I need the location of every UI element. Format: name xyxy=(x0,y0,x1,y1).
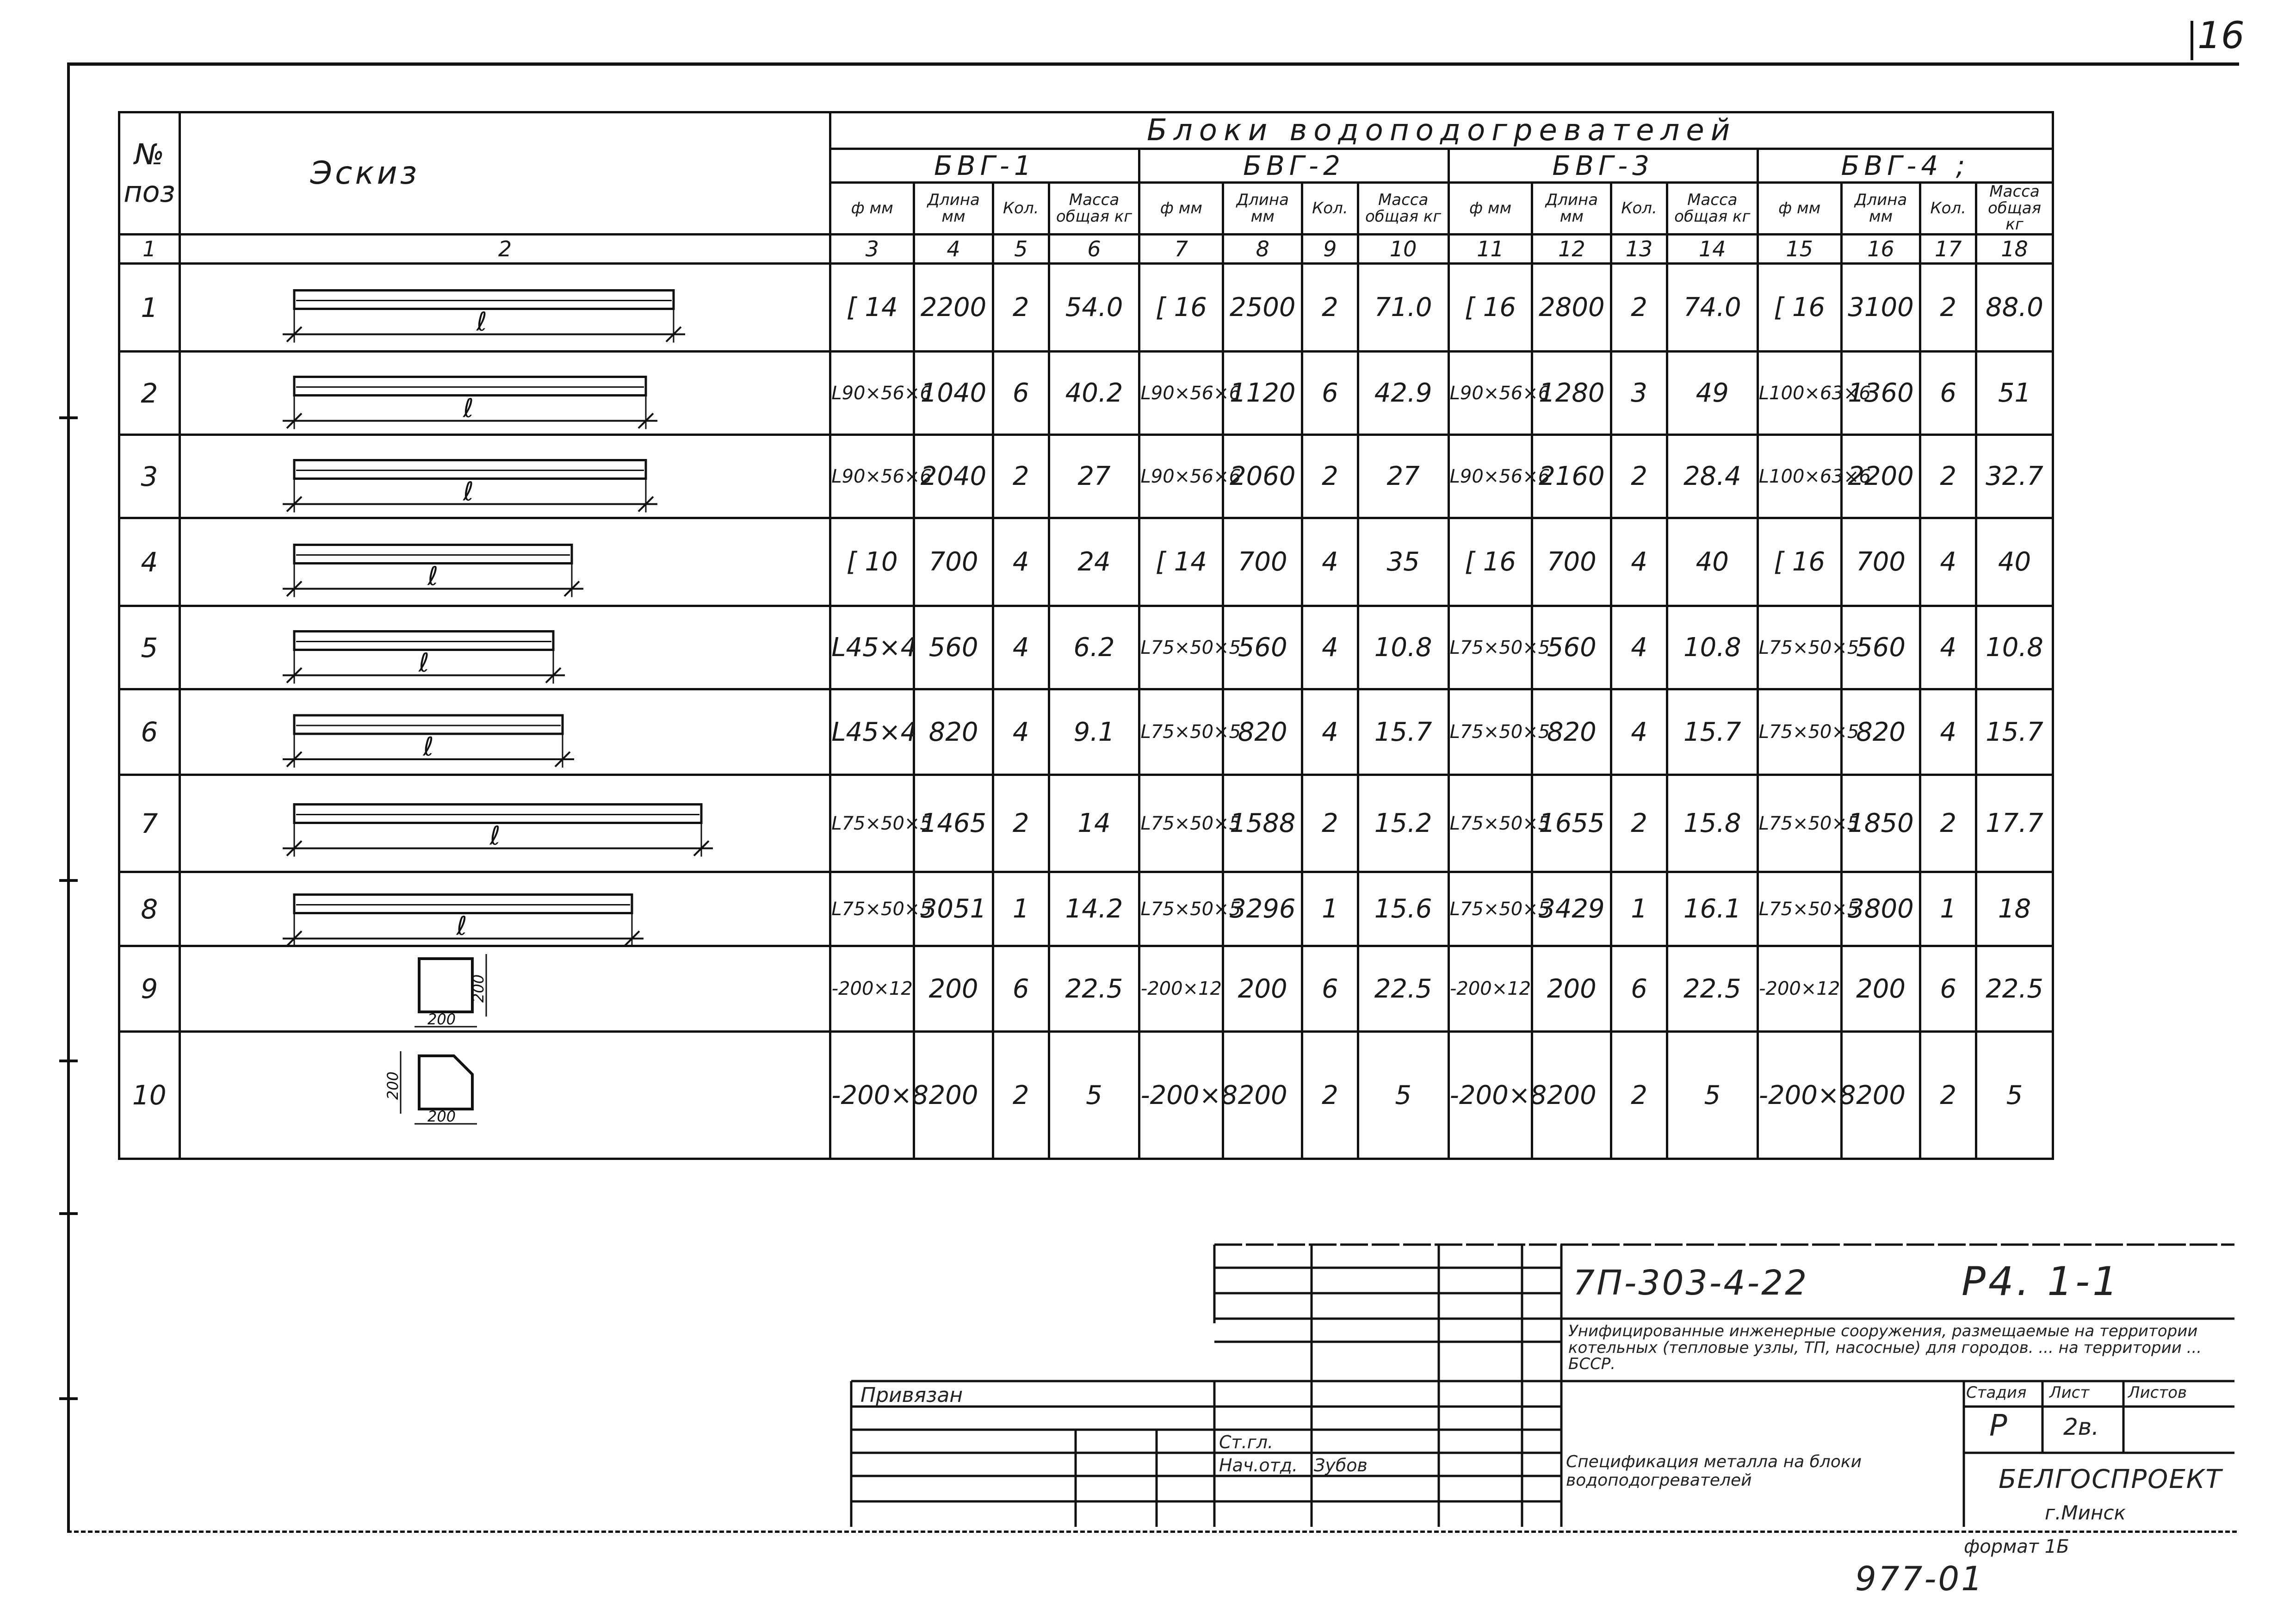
data-cell: 15.2 xyxy=(1358,775,1448,872)
sub-header-cell: Масса общая кг xyxy=(1049,183,1139,235)
data-cell: 24 xyxy=(1049,518,1139,606)
data-cell: 40.2 xyxy=(1049,352,1139,435)
column-number-cell: 6 xyxy=(1049,235,1139,264)
data-cell: L75×50×5 xyxy=(1139,606,1223,689)
column-number-cell: 17 xyxy=(1920,235,1976,264)
data-cell: -200×12 xyxy=(830,946,914,1032)
data-cell: 27 xyxy=(1358,435,1448,518)
data-cell: L75×50×5 xyxy=(1139,775,1223,872)
data-cell: 700 xyxy=(1841,518,1920,606)
data-cell: 6 xyxy=(1302,946,1358,1032)
sheet-header: Лист xyxy=(2049,1383,2090,1402)
data-cell: L75×50×5 xyxy=(1448,775,1532,872)
data-cell: 1 xyxy=(993,872,1049,946)
data-cell: L75×50×5 xyxy=(1139,689,1223,775)
data-cell: 6 xyxy=(1302,352,1358,435)
data-cell: L75×50×5 xyxy=(1448,689,1532,775)
data-cell: L45×4 xyxy=(830,689,914,775)
data-cell: 1 xyxy=(1920,872,1976,946)
data-cell: 40 xyxy=(1976,518,2053,606)
data-cell: L90×56×6 xyxy=(1139,352,1223,435)
data-cell: L75×50×5 xyxy=(1448,606,1532,689)
data-cell: [ 14 xyxy=(830,264,914,352)
sub-header-cell: ф мм xyxy=(830,183,914,235)
column-number-cell: 10 xyxy=(1358,235,1448,264)
data-cell: [ 16 xyxy=(1758,518,1841,606)
length-label: ℓ xyxy=(463,393,474,424)
data-cell: 1040 xyxy=(914,352,993,435)
data-cell: 3100 xyxy=(1841,264,1920,352)
block-header-3: БВГ-3 xyxy=(1448,149,1758,183)
data-cell: 3800 xyxy=(1841,872,1920,946)
stage-value: Р xyxy=(1989,1409,2007,1443)
sub-header-cell: ф мм xyxy=(1448,183,1532,235)
data-cell: 14.2 xyxy=(1049,872,1139,946)
data-cell: 2 xyxy=(993,1032,1049,1159)
data-cell: 1588 xyxy=(1223,775,1302,872)
data-cell: 1465 xyxy=(914,775,993,872)
data-cell: 1655 xyxy=(1532,775,1611,872)
project-description: Унифицированные инженерные сооружения, размещаемые на территории котельных (тепловые узлы, ТП, насосные) для городов. ... на территории ... БССР. xyxy=(1568,1322,2202,1374)
sub-header-cell: Кол. xyxy=(1920,183,1976,235)
paper-format: формат 1Б xyxy=(1964,1536,2069,1557)
data-cell: 17.7 xyxy=(1976,775,2053,872)
column-number-cell: 4 xyxy=(914,235,993,264)
data-cell: 2 xyxy=(1302,1032,1358,1159)
data-cell: 2 xyxy=(1611,775,1667,872)
sub-header-cell: Длина мм xyxy=(1223,183,1302,235)
data-cell: -200×8 xyxy=(830,1032,914,1159)
data-cell: 2060 xyxy=(1223,435,1302,518)
column-number-cell: 2 xyxy=(179,235,830,264)
data-cell: 2040 xyxy=(914,435,993,518)
data-cell: 3 xyxy=(1611,352,1667,435)
data-cell: L75×50×5 xyxy=(1758,606,1841,689)
data-cell: 700 xyxy=(1223,518,1302,606)
data-cell: 1120 xyxy=(1223,352,1302,435)
data-cell: -200×12 xyxy=(1448,946,1532,1032)
data-cell: 3051 xyxy=(914,872,993,946)
data-cell: 560 xyxy=(1223,606,1302,689)
sub-header-cell: Длина мм xyxy=(1841,183,1920,235)
sub-header-cell: ф мм xyxy=(1139,183,1223,235)
data-cell: 1360 xyxy=(1841,352,1920,435)
data-cell: -200×12 xyxy=(1758,946,1841,1032)
column-header-pos: № поз xyxy=(119,112,180,235)
data-cell: 200 xyxy=(1532,1032,1611,1159)
data-cell: 1280 xyxy=(1532,352,1611,435)
data-cell: -200×8 xyxy=(1448,1032,1532,1159)
column-number-cell: 16 xyxy=(1841,235,1920,264)
sub-header-cell: Кол. xyxy=(1302,183,1358,235)
data-cell: 820 xyxy=(1841,689,1920,775)
sub-header-cell: Кол. xyxy=(1611,183,1667,235)
data-cell: L75×50×5 xyxy=(830,775,914,872)
length-label: ℓ xyxy=(463,477,474,507)
sub-header-cell: ф мм xyxy=(1758,183,1841,235)
data-cell: L75×50×5 xyxy=(1139,872,1223,946)
data-cell: -200×8 xyxy=(1139,1032,1223,1159)
data-cell: 40 xyxy=(1667,518,1758,606)
data-cell: 42.9 xyxy=(1358,352,1448,435)
city: г.Минск xyxy=(2045,1501,2126,1524)
signature-role: Нач.отд. xyxy=(1219,1455,1298,1475)
position-cell: 5 xyxy=(119,606,180,689)
column-number-cell: 9 xyxy=(1302,235,1358,264)
length-label: ℓ xyxy=(456,911,467,942)
data-cell: 9.1 xyxy=(1049,689,1139,775)
column-number-cell: 5 xyxy=(993,235,1049,264)
data-cell: 6 xyxy=(1920,352,1976,435)
data-cell: 2 xyxy=(993,264,1049,352)
data-cell: [ 16 xyxy=(1448,518,1532,606)
data-cell: 820 xyxy=(914,689,993,775)
column-number-cell: 11 xyxy=(1448,235,1532,264)
data-cell: 6 xyxy=(1611,946,1667,1032)
data-cell: 54.0 xyxy=(1049,264,1139,352)
data-cell: 6 xyxy=(1920,946,1976,1032)
data-cell: 820 xyxy=(1532,689,1611,775)
length-label: ℓ xyxy=(427,561,439,592)
data-cell: 2 xyxy=(1920,1032,1976,1159)
position-cell: 10 xyxy=(119,1032,180,1159)
data-cell: 4 xyxy=(1920,606,1976,689)
data-cell: 200 xyxy=(1841,946,1920,1032)
data-cell: L100×63×6 xyxy=(1758,435,1841,518)
archive-number: 977-01 xyxy=(1855,1559,1985,1598)
dimension-label: 200 xyxy=(427,1108,456,1126)
data-cell: 74.0 xyxy=(1667,264,1758,352)
column-number-cell: 8 xyxy=(1223,235,1302,264)
data-cell: 4 xyxy=(1611,606,1667,689)
data-cell: 88.0 xyxy=(1976,264,2053,352)
data-cell: 2 xyxy=(1611,264,1667,352)
data-cell: 4 xyxy=(993,689,1049,775)
data-cell: 10.8 xyxy=(1358,606,1448,689)
data-cell: [ 10 xyxy=(830,518,914,606)
block-header-1: БВГ-1 xyxy=(830,149,1139,183)
data-cell: 2 xyxy=(1920,775,1976,872)
data-cell: 4 xyxy=(1302,689,1358,775)
data-cell: 22.5 xyxy=(1358,946,1448,1032)
data-cell: [ 16 xyxy=(1448,264,1532,352)
data-cell: [ 14 xyxy=(1139,518,1223,606)
sub-header-cell: Длина мм xyxy=(914,183,993,235)
data-cell: L90×56×6 xyxy=(1448,435,1532,518)
organization: БЕЛГОСПРОЕКТ xyxy=(1999,1464,2222,1494)
data-cell: 2800 xyxy=(1532,264,1611,352)
data-cell: 32.7 xyxy=(1976,435,2053,518)
sub-header-cell: Длина мм xyxy=(1532,183,1611,235)
data-cell: 2160 xyxy=(1532,435,1611,518)
position-cell: 7 xyxy=(119,775,180,872)
sheets-header: Листов xyxy=(2128,1383,2187,1402)
data-cell: 2 xyxy=(1302,435,1358,518)
data-cell: 3429 xyxy=(1532,872,1611,946)
data-cell: 4 xyxy=(1302,518,1358,606)
data-cell: 200 xyxy=(1223,946,1302,1032)
position-cell: 6 xyxy=(119,689,180,775)
block-header-4: БВГ-4 ; xyxy=(1758,149,2053,183)
sub-header-cell: Масса общая кг xyxy=(1358,183,1448,235)
data-cell: 10.8 xyxy=(1976,606,2053,689)
data-cell: 71.0 xyxy=(1358,264,1448,352)
data-cell: 1 xyxy=(1302,872,1358,946)
document-title: Спецификация металла на блоки водоподогревателей xyxy=(1566,1452,1862,1490)
data-cell: L75×50×5 xyxy=(830,872,914,946)
data-cell: 4 xyxy=(1920,689,1976,775)
length-label: ℓ xyxy=(423,732,434,762)
data-cell: 16.1 xyxy=(1667,872,1758,946)
data-cell: 560 xyxy=(914,606,993,689)
data-cell: 2 xyxy=(1302,775,1358,872)
length-label: ℓ xyxy=(489,821,501,851)
column-number-cell: 7 xyxy=(1139,235,1223,264)
data-cell: 200 xyxy=(1532,946,1611,1032)
column-number-cell: 13 xyxy=(1611,235,1667,264)
sub-header-cell: Масса общая кг xyxy=(1976,183,2053,235)
data-cell: 1 xyxy=(1611,872,1667,946)
data-cell: 22.5 xyxy=(1976,946,2053,1032)
sub-header-cell: Кол. xyxy=(993,183,1049,235)
sheet-value: 2в. xyxy=(2063,1413,2099,1440)
data-cell: 22.5 xyxy=(1667,946,1758,1032)
data-cell: 15.8 xyxy=(1667,775,1758,872)
sheet-code: Р4. 1-1 xyxy=(1962,1258,2121,1305)
data-cell: L75×50×5 xyxy=(1448,872,1532,946)
column-number-cell: 3 xyxy=(830,235,914,264)
column-number-cell: 14 xyxy=(1667,235,1758,264)
data-cell: 2200 xyxy=(1841,435,1920,518)
data-cell: 200 xyxy=(914,1032,993,1159)
data-cell: 700 xyxy=(914,518,993,606)
column-number-cell: 12 xyxy=(1532,235,1611,264)
data-cell: 6.2 xyxy=(1049,606,1139,689)
length-label: ℓ xyxy=(477,307,488,337)
position-cell: 1 xyxy=(119,264,180,352)
data-cell: 15.7 xyxy=(1667,689,1758,775)
data-cell: L100×63×6 xyxy=(1758,352,1841,435)
position-cell: 4 xyxy=(119,518,180,606)
data-cell: 2 xyxy=(1611,1032,1667,1159)
data-cell: 1850 xyxy=(1841,775,1920,872)
group-header: Блоки водоподогревателей xyxy=(830,112,2053,149)
data-cell: 2 xyxy=(1920,264,1976,352)
data-cell: 4 xyxy=(993,606,1049,689)
document-code: 7П-303-4-22 xyxy=(1573,1263,1809,1303)
data-cell: -200×12 xyxy=(1139,946,1223,1032)
data-cell: L75×50×5 xyxy=(1758,689,1841,775)
data-cell: 200 xyxy=(1841,1032,1920,1159)
data-cell: 4 xyxy=(1611,689,1667,775)
data-cell: 51 xyxy=(1976,352,2053,435)
data-cell: L90×56×6 xyxy=(830,352,914,435)
data-cell: [ 16 xyxy=(1139,264,1223,352)
dimension-label: 200 xyxy=(384,1071,402,1100)
dimension-label: 200 xyxy=(427,1010,456,1029)
data-cell: 5 xyxy=(1049,1032,1139,1159)
signature-role: Ст.гл. xyxy=(1219,1432,1274,1452)
data-cell: 2500 xyxy=(1223,264,1302,352)
data-cell: 15.6 xyxy=(1358,872,1448,946)
column-header-sketch: Эскиз xyxy=(179,112,830,235)
data-cell: 560 xyxy=(1532,606,1611,689)
privyazan-label: Привязан xyxy=(860,1383,963,1407)
data-cell: 22.5 xyxy=(1049,946,1139,1032)
data-cell: 4 xyxy=(993,518,1049,606)
data-cell: 35 xyxy=(1358,518,1448,606)
signature-name: Зубов xyxy=(1314,1455,1368,1475)
data-cell: 4 xyxy=(1920,518,1976,606)
data-cell: L90×56×6 xyxy=(1448,352,1532,435)
data-cell: 2200 xyxy=(914,264,993,352)
data-cell: 27 xyxy=(1049,435,1139,518)
data-cell: 14 xyxy=(1049,775,1139,872)
data-cell: 2 xyxy=(993,435,1049,518)
data-cell: 5 xyxy=(1358,1032,1448,1159)
data-cell: 2 xyxy=(993,775,1049,872)
data-cell: 28.4 xyxy=(1667,435,1758,518)
data-cell: 4 xyxy=(1302,606,1358,689)
position-cell: 3 xyxy=(119,435,180,518)
stage-header: Стадия xyxy=(1966,1383,2027,1402)
data-cell: 820 xyxy=(1223,689,1302,775)
data-cell: L75×50×5 xyxy=(1758,775,1841,872)
data-cell: 200 xyxy=(1223,1032,1302,1159)
data-cell: 4 xyxy=(1611,518,1667,606)
data-cell: 15.7 xyxy=(1358,689,1448,775)
position-cell: 8 xyxy=(119,872,180,946)
data-cell: 6 xyxy=(993,352,1049,435)
data-cell: 3296 xyxy=(1223,872,1302,946)
data-cell: L45×4 xyxy=(830,606,914,689)
data-cell: 49 xyxy=(1667,352,1758,435)
data-cell: 200 xyxy=(914,946,993,1032)
sheet-number: 16 xyxy=(2197,14,2245,57)
column-number-cell: 18 xyxy=(1976,235,2053,264)
data-cell: L90×56×6 xyxy=(1139,435,1223,518)
data-cell: 2 xyxy=(1611,435,1667,518)
data-cell: 560 xyxy=(1841,606,1920,689)
dimension-label: 200 xyxy=(470,974,488,1003)
length-label: ℓ xyxy=(419,648,430,678)
data-cell: 5 xyxy=(1667,1032,1758,1159)
position-cell: 2 xyxy=(119,352,180,435)
sub-header-cell: Масса общая кг xyxy=(1667,183,1758,235)
data-cell: 5 xyxy=(1976,1032,2053,1159)
data-cell: 15.7 xyxy=(1976,689,2053,775)
data-cell: 6 xyxy=(993,946,1049,1032)
column-number-cell: 1 xyxy=(119,235,180,264)
data-cell: -200×8 xyxy=(1758,1032,1841,1159)
data-cell: 18 xyxy=(1976,872,2053,946)
data-cell: L75×50×5 xyxy=(1758,872,1841,946)
data-cell: [ 16 xyxy=(1758,264,1841,352)
data-cell: 2 xyxy=(1302,264,1358,352)
data-cell: 2 xyxy=(1920,435,1976,518)
block-header-2: БВГ-2 xyxy=(1139,149,1448,183)
data-cell: 700 xyxy=(1532,518,1611,606)
data-cell: 10.8 xyxy=(1667,606,1758,689)
position-cell: 9 xyxy=(119,946,180,1032)
data-cell: L90×56×6 xyxy=(830,435,914,518)
column-number-cell: 15 xyxy=(1758,235,1841,264)
